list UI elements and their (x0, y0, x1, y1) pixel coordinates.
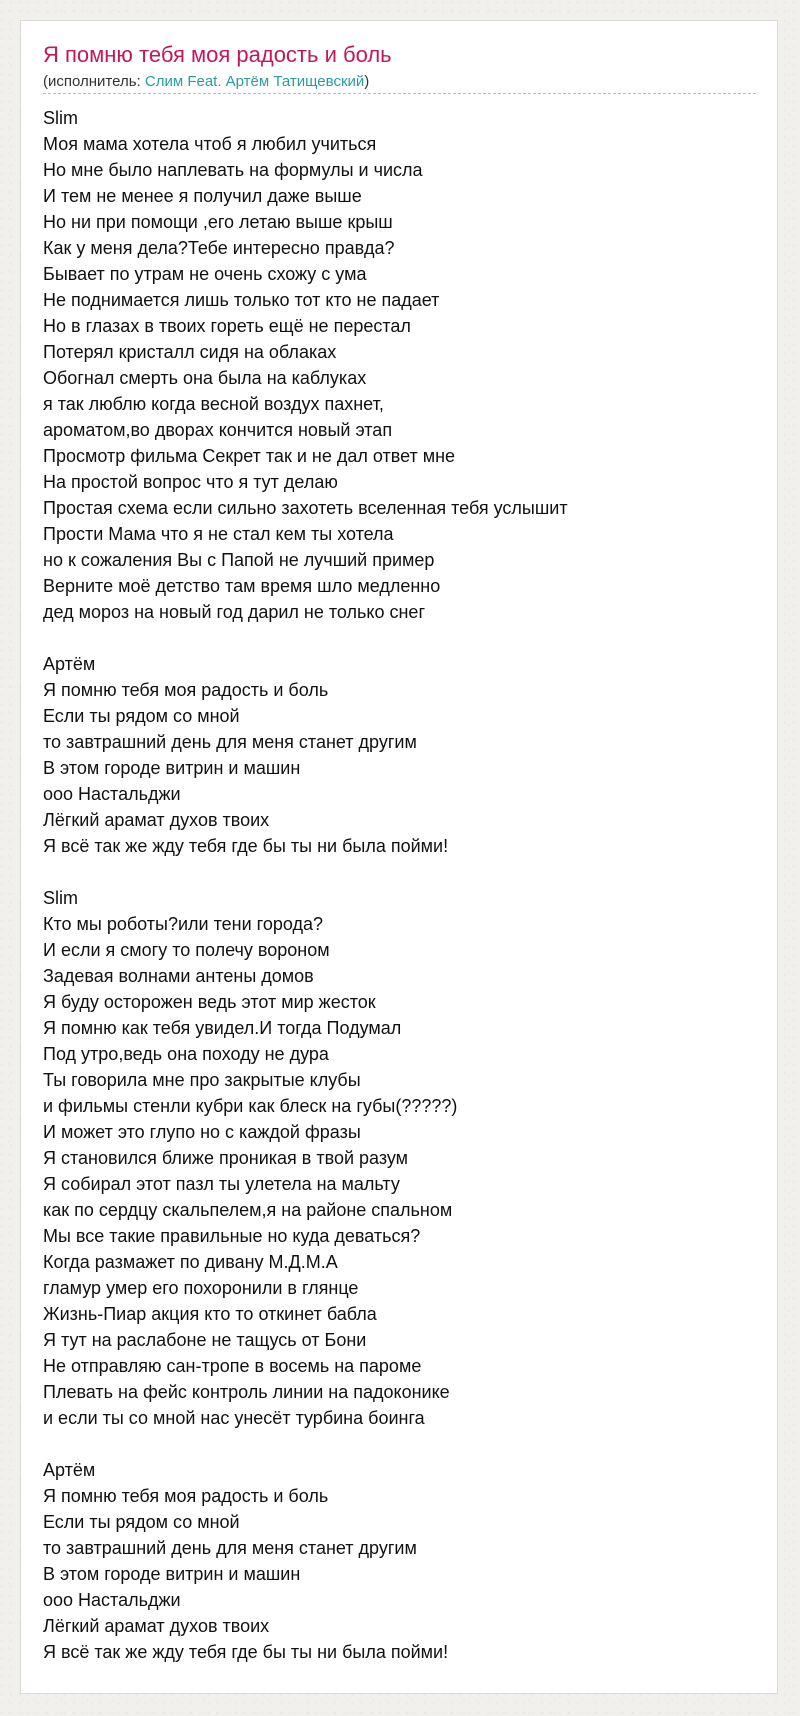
artist-suffix: ) (364, 73, 370, 90)
lyric-line: Кто мы роботы?или тени города? (43, 914, 323, 934)
lyric-line: Простая схема если сильно захотеть вселенная тебя услышит (43, 498, 568, 518)
lyrics-card (20, 20, 778, 1694)
lyric-line: Но в глазах в твоих гореть ещё не перестал (43, 316, 411, 336)
lyric-line: Просмотр фильма Секрет так и не дал ответ мне (43, 446, 456, 466)
song-title: Я помню тебя моя радость и боль (43, 42, 392, 67)
lyric-line: На простой вопрос что я тут делаю (43, 472, 338, 492)
lyric-line: как по сердцу скальпелем,я на районе спальном (43, 1200, 453, 1220)
lyric-line: Жизнь-Пиар акция кто то откинет бабла (43, 1304, 377, 1324)
lyric-line: И тем не менее я получил даже выше (43, 186, 362, 206)
lyric-line: Потерял кристалл сидя на облаках (43, 342, 337, 362)
lyric-line: И если я смогу то полечу вороном (43, 940, 330, 960)
lyric-line: Я помню тебя моя радость и боль (43, 680, 329, 700)
lyric-line: то завтрашний день для меня станет другим (43, 732, 417, 752)
artist-link[interactable]: Слим Feat. Артём Татищевский (144, 73, 365, 90)
lyrics-body (43, 105, 759, 1665)
lyric-blank-line (43, 625, 759, 651)
lyric-line: Я буду осторожен ведь этот мир жесток (43, 992, 376, 1012)
lyric-line: Я собирал этот пазл ты улетела на мальту (43, 1174, 400, 1194)
lyric-line: Slim (43, 108, 78, 128)
lyric-line: Не поднимается лишь только тот кто не падает (43, 290, 440, 310)
lyric-line: Прости Мама что я не стал кем ты хотела (43, 524, 394, 544)
lyric-line: Я всё так же жду тебя где бы ты ни была пойми! (43, 1642, 449, 1662)
lyric-line: Моя мама хотела чтоб я любил учиться (43, 134, 377, 154)
lyric-line: В этом городе витрин и машин (43, 758, 301, 778)
lyric-line: Бывает по утрам не очень схожу с ума (43, 264, 367, 284)
lyric-line: Не отправляю сан-тропе в восемь на пароме (43, 1356, 422, 1376)
lyric-line: Я помню как тебя увидел.И тогда Подумал (43, 1018, 402, 1038)
lyric-line: дед мороз на новый год дарил не только снег (43, 602, 426, 622)
lyric-line: и фильмы стенли кубри как блеск на губы(?????) (43, 1096, 458, 1116)
lyric-line: Верните моё детство там время шло медленно (43, 576, 441, 596)
lyric-line: Slim (43, 888, 78, 908)
lyric-line: Если ты рядом со мной (43, 1512, 240, 1532)
lyric-blank-line (43, 1431, 759, 1457)
lyric-line: то завтрашний день для меня станет другим (43, 1538, 417, 1558)
lyric-line: В этом городе витрин и машин (43, 1564, 301, 1584)
lyric-line: Когда размажет по дивану М.Д.М.А (43, 1252, 338, 1272)
lyric-line: Но ни при помощи ,его летаю выше крыш (43, 212, 393, 232)
lyric-line: ооо Настальджи (43, 1590, 181, 1610)
title-divider (43, 93, 756, 94)
lyric-line: Как у меня дела?Тебе интересно правда? (43, 238, 395, 258)
lyric-line: Плевать на фейс контроль линии на падоконике (43, 1382, 450, 1402)
artist-prefix: (исполнитель: (43, 73, 145, 90)
artist-line (43, 73, 369, 91)
lyric-line: И может это глупо но с каждой фразы (43, 1122, 361, 1142)
lyric-line: Но мне было наплевать на формулы и числа (43, 160, 423, 180)
lyric-line: Артём (43, 1460, 96, 1480)
lyric-line: Ты говорила мне про закрытые клубы (43, 1070, 361, 1090)
lyric-line: Лёгкий арамат духов твоих (43, 810, 270, 830)
lyric-line: Я помню тебя моя радость и боль (43, 1486, 329, 1506)
lyric-line: Мы все такие правильные но куда деваться? (43, 1226, 421, 1246)
lyric-blank-line (43, 859, 759, 885)
lyric-line: но к сожаления Вы с Папой не лучший пример (43, 550, 435, 570)
lyric-line: Лёгкий арамат духов твоих (43, 1616, 270, 1636)
lyric-line: и если ты со мной нас унесёт турбина боинга (43, 1408, 425, 1428)
lyric-line: Задевая волнами антены домов (43, 966, 314, 986)
lyric-line: Я всё так же жду тебя где бы ты ни была пойми! (43, 836, 449, 856)
lyric-line: Я тут на раслабоне не тащусь от Бони (43, 1330, 367, 1350)
lyric-line: Под утро,ведь она походу не дура (43, 1044, 329, 1064)
lyric-line: Обогнал смерть она была на каблуках (43, 368, 367, 388)
lyric-line: ароматом,во дворах кончится новый этап (43, 420, 393, 440)
lyric-line: гламур умер его похоронили в глянце (43, 1278, 359, 1298)
lyric-line: Артём (43, 654, 96, 674)
lyric-line: Я становился ближе проникая в твой разум (43, 1148, 409, 1168)
lyric-line: я так люблю когда весной воздух пахнет, (43, 394, 384, 414)
lyric-line: ооо Настальджи (43, 784, 181, 804)
lyric-line: Если ты рядом со мной (43, 706, 240, 726)
